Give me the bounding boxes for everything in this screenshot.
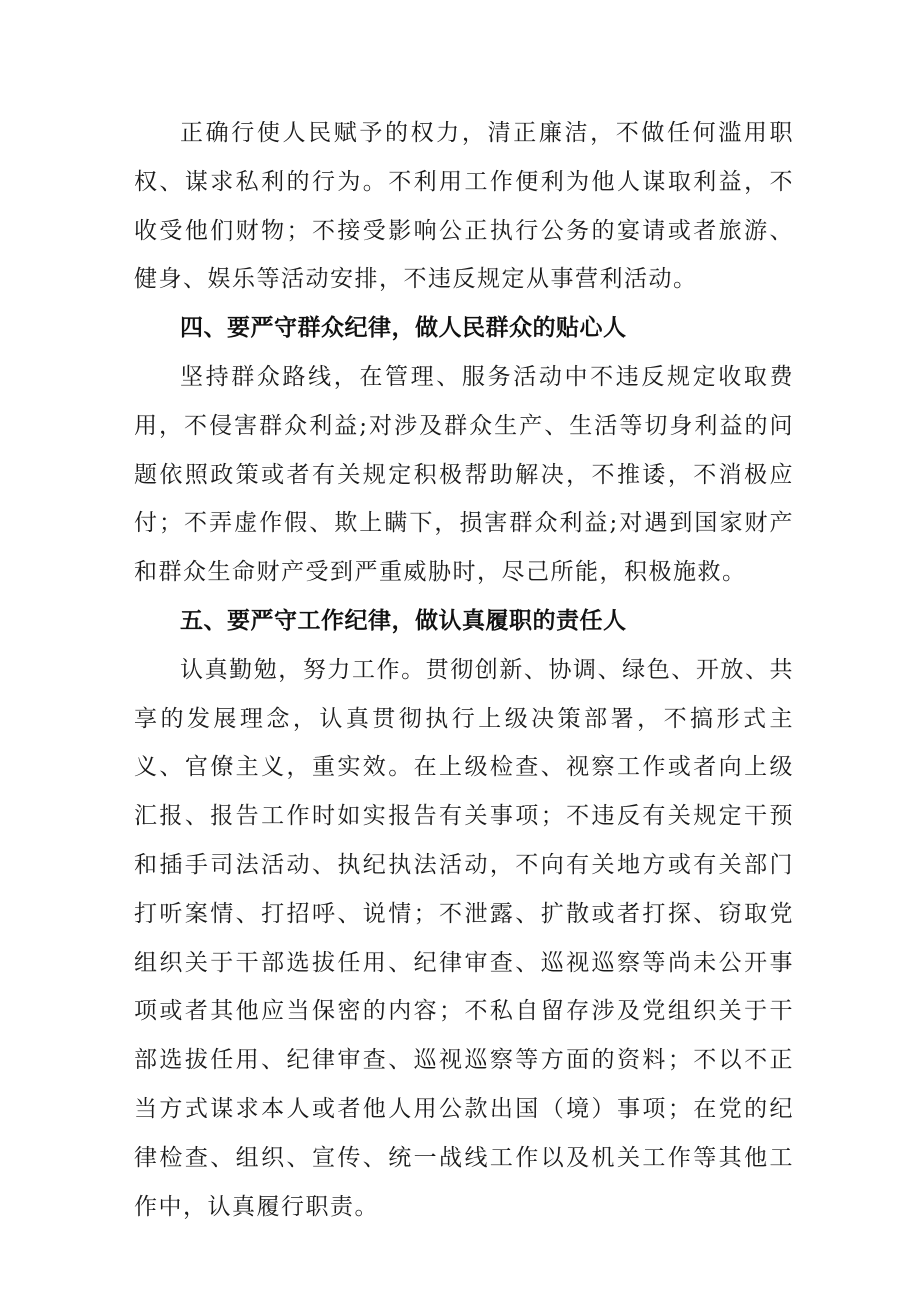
section-heading-work-discipline: 五、要严守工作纪律，做认真履职的责任人: [180, 607, 627, 634]
paragraph-mass-discipline: 坚持群众路线，在管理、服务活动中不违反规定收取费用，不侵害群众利益;对涉及群众生产、生活等切身利益的问题依照政策或者有关规定积极帮助解决，不推诿，不消极应付；不弄虚作假、欺上瞒下，损害群众利益;对遇到国家财产和群众生命财产受到严重威胁时，尽己所能，积极施救。: [134, 363, 794, 586]
paragraph-work-discipline: 认真勤勉，努力工作。贯彻创新、协调、绿色、开放、共享的发展理念，认真贯彻执行上级决策部署，不搞形式主义、官僚主义，重实效。在上级检查、视察工作或者向上级汇报、报告工作时如实报告有关事项；不违反有关规定干预和插手司法活动、执纪执法活动，不向有关地方或有关部门打听案情、打招呼、说情；不泄露、扩散或者打探、窃取党组织关于干部选拔任用、纪律审查、巡视巡察等尚未公开事项或者其他应当保密的内容；不私自留存涉及党组织关于干部选拔任用、纪律审查、巡视巡察等方面的资料；不以不正当方式谋求本人或者他人用公款出国（境）事项；在党的纪律检查、组织、宣传、统一战线工作以及机关工作等其他工作中，认真履行职责。: [134, 656, 794, 1220]
paragraph-integrity: 正确行使人民赋予的权力，清正廉洁，不做任何滥用职权、谋求私利的行为。不利用工作便利为他人谋取利益，不收受他们财物；不接受影响公正执行公务的宴请或者旅游、健身、娱乐等活动安排，不违反规定从事营利活动。: [134, 120, 794, 293]
document-body: [134, 109, 794, 1231]
section-heading-mass-discipline: 四、要严守群众纪律，做人民群众的贴心人: [180, 315, 627, 342]
